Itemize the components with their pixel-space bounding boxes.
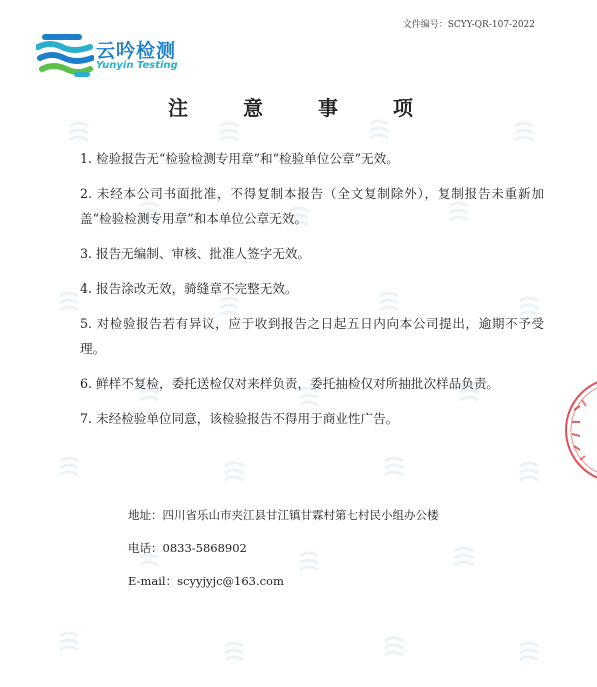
company-logo (36, 32, 196, 80)
note-item: 1. 检验报告无“检验检测专用章”和“检验单位公章”无效。 (80, 151, 399, 166)
phone-text: 电话：0833-5868902 (128, 541, 247, 555)
logo-name-en: Yunyin Testing (96, 60, 178, 71)
seal-stamp-icon (560, 370, 597, 490)
note-item: 7. 未经检验单位同意，该检验报告不得用于商业性广告。 (80, 411, 399, 426)
address-text: 地址：四川省乐山市夹江县甘江镇甘霖村第七村民小组办公楼 (128, 508, 439, 522)
email-text: E-mail：scyyjyjc@163.com (128, 574, 284, 588)
document-number: 文件编号：SCYY-QR-107-2022 (402, 20, 535, 30)
note-item: 2. 未经本公司书面批准，不得复制本报告（全文复制除外），复制报告未重新加盖“检验检测专用章”和本单位公章无效。 (80, 186, 544, 226)
note-item: 5. 对检验报告若有异议，应于收到报告之日起五日内向本公司提出，逾期不予受理。 (80, 316, 544, 356)
note-item: 3. 报告无编制、审核、批准人签字无效。 (80, 246, 311, 261)
page-title: 注 意 事 项 (168, 96, 437, 120)
contact-info (128, 508, 439, 607)
note-item: 6. 鲜样不复检，委托送检仅对来样负责，委托抽检仅对所抽批次样品负责。 (80, 376, 500, 391)
notes-list (80, 146, 544, 441)
yunyin-logo-icon (36, 32, 94, 78)
logo-name-cn: 云吟检测 (96, 40, 177, 62)
note-item: 4. 报告涂改无效，骑缝章不完整无效。 (80, 281, 298, 296)
